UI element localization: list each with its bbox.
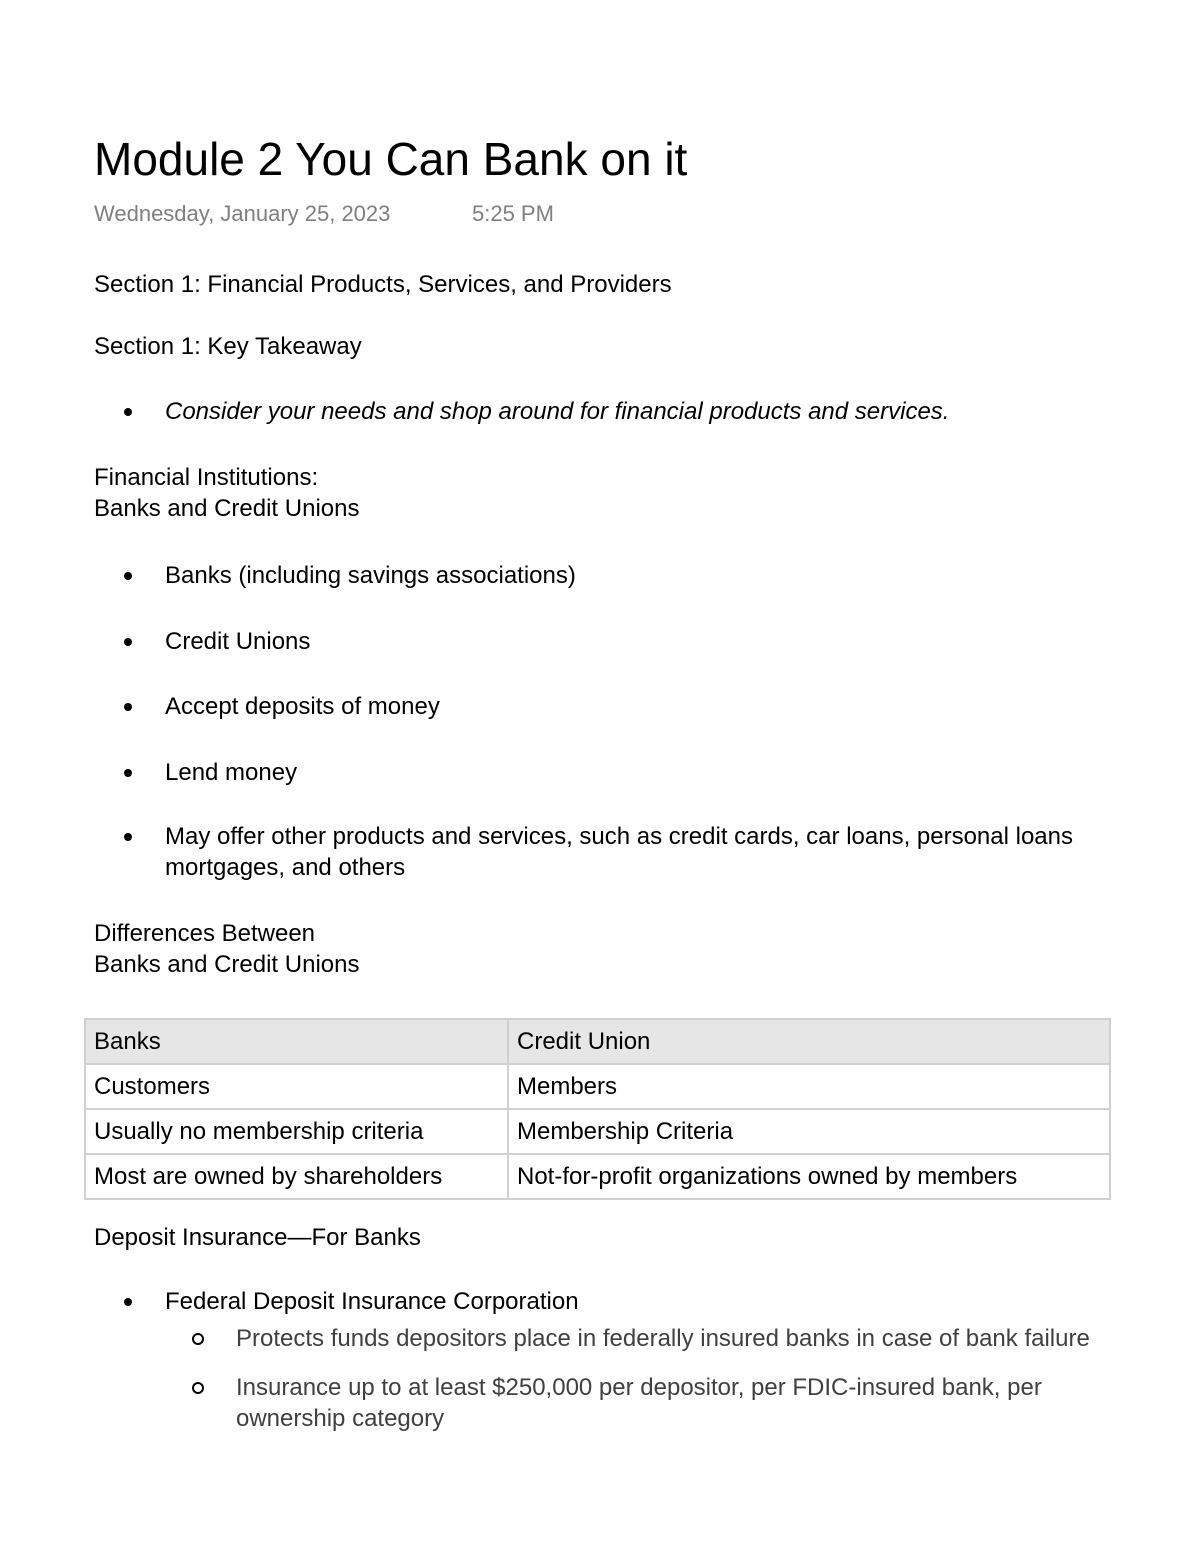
differences-heading-line1: Differences Between [94,920,316,947]
sub-bullet-text-line2: ownership category [236,1405,445,1432]
hollow-bullet-icon [192,1333,204,1345]
table-cell: Usually no membership criteria [85,1109,508,1154]
bullet-icon [124,638,132,646]
bullet-text-line1: May offer other products and services, such as credit cards, car loans, personal loans [165,823,1074,850]
key-takeaway-heading: Section 1: Key Takeaway [94,333,362,360]
institutions-heading-line1: Financial Institutions: [94,464,319,491]
table-row [85,1109,1110,1154]
bullet-text: Banks (including savings associations) [165,562,576,589]
bullet-text: Federal Deposit Insurance Corporation [165,1288,579,1315]
table-cell: Membership Criteria [508,1109,1110,1154]
bullet-icon [124,769,132,777]
table-cell: Not-for-profit organizations owned by members [508,1154,1110,1199]
bullet-icon [124,1298,132,1306]
deposit-insurance-heading: Deposit Insurance—For Banks [94,1224,421,1251]
note-date: Wednesday, January 25, 2023 [94,201,391,226]
bullet-icon [124,408,132,416]
table-cell: Customers [85,1064,508,1109]
bullet-text: Consider your needs and shop around for financial products and services. [165,398,950,425]
sub-bullet-text: Protects funds depositors place in federally insured banks in case of bank failure [236,1325,1090,1352]
table-header-cell: Credit Union [508,1019,1110,1064]
table-header-row [85,1019,1110,1064]
bullet-text: Accept deposits of money [165,693,440,720]
bullet-icon [124,703,132,711]
differences-heading-line2: Banks and Credit Unions [94,951,360,978]
note-time: 5:25 PM [472,201,554,226]
table-row [85,1154,1110,1199]
institutions-heading-line2: Banks and Credit Unions [94,495,360,522]
page-title: Module 2 You Can Bank on it [94,133,688,185]
table-cell: Most are owned by shareholders [85,1154,508,1199]
table-row [85,1064,1110,1109]
hollow-bullet-icon [192,1382,204,1394]
section1-heading: Section 1: Financial Products, Services, and Providers [94,271,672,298]
bullet-text: Lend money [165,759,298,786]
sub-bullet-text-line1: Insurance up to at least $250,000 per depositor, per FDIC-insured bank, per [236,1374,1042,1401]
bullet-icon [124,833,132,841]
bullet-text-line2: mortgages, and others [165,854,406,881]
differences-table [84,1018,1111,1200]
table-cell: Members [508,1064,1110,1109]
table-header-cell: Banks [85,1019,508,1064]
bullet-icon [124,572,132,580]
bullet-text: Credit Unions [165,628,311,655]
